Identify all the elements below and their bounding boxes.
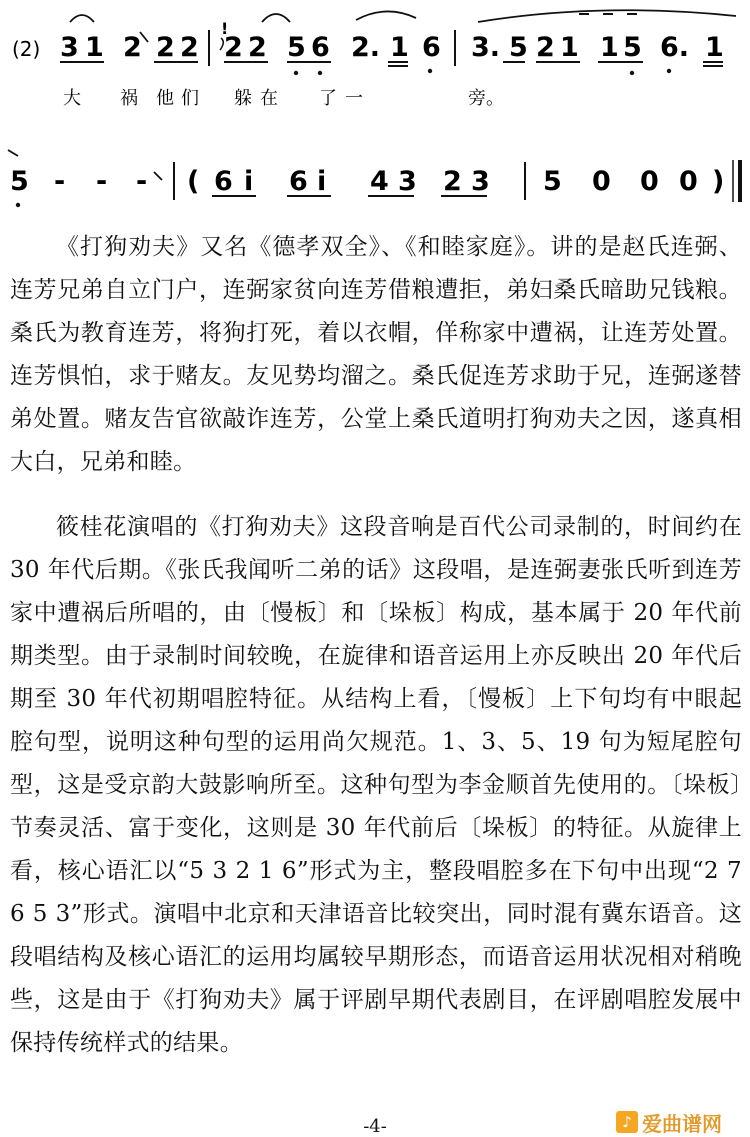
jianpu-score (0, 0, 750, 220)
note: 3 (471, 166, 490, 197)
note: i (244, 166, 254, 197)
note: 0 (640, 166, 659, 197)
note: 5 (10, 166, 29, 197)
page-number: -4- (363, 1116, 387, 1137)
note: 2 (443, 166, 462, 197)
section-marker: (2) (12, 37, 41, 61)
note: i (317, 166, 327, 197)
note: 3. (471, 32, 501, 63)
watermark-logo (616, 1110, 744, 1134)
score-line1-group1 (60, 15, 199, 63)
score-line2-group3 (543, 166, 724, 197)
score-line2-group1 (8, 150, 162, 207)
lyric: 一 (345, 88, 363, 109)
lyric: 了 (319, 88, 337, 109)
note: 1 (705, 32, 724, 63)
note: 6 (214, 166, 233, 197)
lyric: 他 (156, 88, 174, 109)
note: - (96, 166, 108, 197)
note: 0 (592, 166, 611, 197)
note: 2 (123, 32, 142, 63)
note: - (136, 166, 148, 197)
note: 4 (370, 166, 389, 197)
lyric: 祸 (120, 88, 138, 109)
note: 6 (311, 32, 330, 63)
note: - (54, 166, 66, 197)
note: ( (187, 166, 200, 197)
lyric: 旁。 (468, 88, 504, 109)
svg-text:!: ! (221, 19, 229, 38)
note: 5 (543, 166, 562, 197)
note: 2 (156, 32, 175, 63)
note: 6 (289, 166, 308, 197)
lyric: 躲 (234, 88, 252, 109)
score-line2-group2 (187, 166, 490, 197)
analysis-paragraph: 筱桂花演唱的《打狗劝夫》这段音响是百代公司录制的，时间约在 30 年代后期。《张氏我闻听二弟的话》这段唱，是连弼妻张氏听到连芳家中遭祸后所唱的，由〔慢板〕和〔垛板〕构成，基本属于 20 年代前期类型。由于录制时间较晚，在旋律和语音运用上亦反映出 20 年代后期至 30 年代初期唱腔特征。从结构上看，〔慢板〕上下句均有中眼起腔句型，说明这种句型的运用尚欠规范。1、3、5、19 句为短尾腔句型，这是受京韵大鼓影响所至。这种句型为李金顺首先使用的。〔垛板〕节奏灵活、富于变化，这则是 30 年代前后〔垛板〕的特征。从旋律上看，核心语汇以“5 3 2 1 6”形式为主，整段唱腔多在下句中出现“2 7 6 5 3”形式。演唱中北京和天津语音比较突出，同时混有冀东语音。这段唱结构及核心语汇的运用均属较早期形态，而语音运用状况相对稍晚些，这是由于《打狗劝夫》属于评剧早期代表剧目，在评剧唱腔发展中保持传统样式的结果。 (10, 514, 742, 1056)
watermark-text: 爱曲谱网 (642, 1111, 722, 1136)
note: 1 (85, 32, 104, 63)
score-line1-group3 (471, 10, 736, 75)
note: 3 (60, 32, 79, 63)
music-note-icon: ♪ (616, 1111, 638, 1133)
note: 1 (560, 32, 579, 63)
note: 0 (679, 166, 698, 197)
note: 2 (536, 32, 555, 63)
lyric: 在 (260, 88, 278, 109)
note: 6 (422, 32, 441, 63)
note: 5 (623, 32, 642, 63)
note: 5 (509, 32, 528, 63)
note: 2 (224, 32, 243, 63)
lyric: 们 (181, 88, 199, 109)
lyrics-line (63, 88, 504, 109)
note: 2 (248, 32, 267, 63)
note: 2 (180, 32, 199, 63)
lyric: 大 (63, 88, 81, 109)
note: 6. (660, 32, 690, 63)
score-line1-group2 (220, 11, 441, 75)
note: 2. (351, 32, 381, 63)
note: 3 (398, 166, 417, 197)
synopsis-paragraph: 《打狗劝夫》又名《德孝双全》、《和睦家庭》。讲的是赵氏连弼、连芳兄弟自立门户，连弼家贫向连芳借粮遭拒，弟妇桑氏暗助兄钱粮。桑氏为教育连芳，将狗打死，着以衣帽，佯称家中遭祸，让连芳处置。连芳惧怕，求于赌友。友见势均溜之。桑氏促连芳求助于兄，连弼遂替弟处置。赌友告官欲敲诈连芳，公堂上桑氏道明打狗劝夫之因，遂真相大白，兄弟和睦。 (10, 234, 742, 475)
note: 1 (390, 32, 409, 63)
note: 1 (600, 32, 619, 63)
note: 5 (287, 32, 306, 63)
note: ) (712, 166, 725, 197)
